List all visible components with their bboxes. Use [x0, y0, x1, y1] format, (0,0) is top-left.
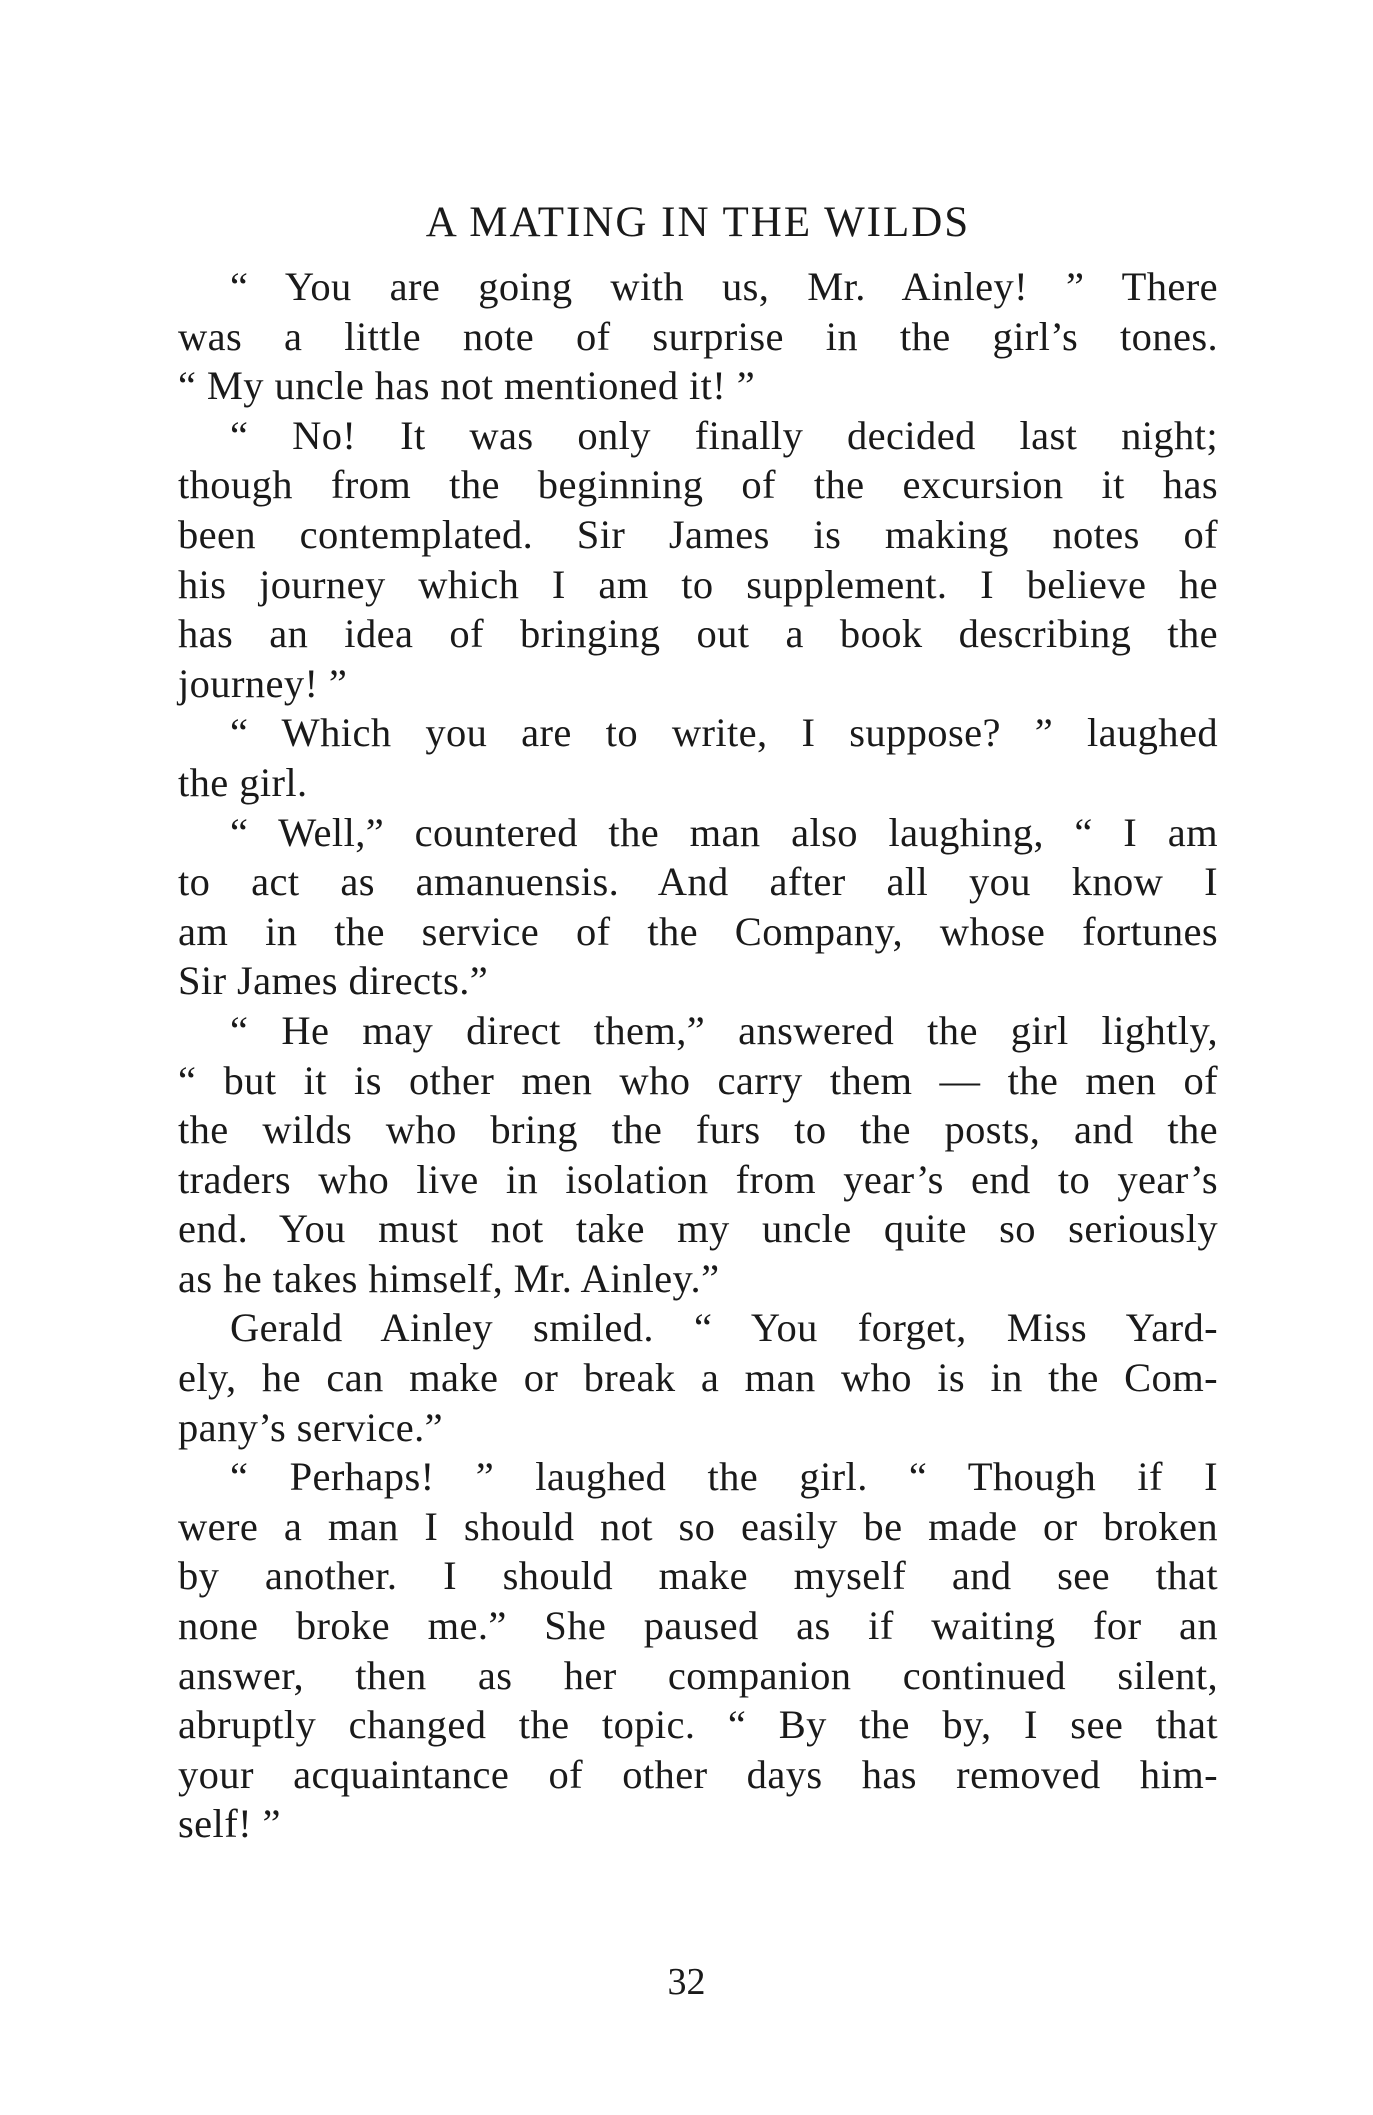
text-line: Sir James directs.”	[178, 958, 489, 1004]
text-line: his journey which I am to supplement. I believe he	[178, 561, 1218, 607]
text-line: journey! ”	[178, 660, 348, 706]
running-head: A MATING IN THE WILDS	[425, 199, 971, 246]
text-line: the wilds who bring the furs to the posts, and the	[178, 1107, 1218, 1153]
text-line: answer, then as her companion continued silent,	[178, 1652, 1218, 1698]
text-line: traders who live in isolation from year’s end to year’s	[178, 1156, 1218, 1202]
body-text	[178, 262, 1218, 1849]
text-line: your acquaintance of other days has removed him-	[178, 1751, 1218, 1797]
text-line: were a man I should not so easily be made or broken	[178, 1503, 1218, 1549]
text-line: to act as amanuensis. And after all you know I	[178, 859, 1218, 905]
text-line: “ Which you are to write, I suppose? ” laughed	[230, 710, 1218, 756]
text-line: the girl.	[178, 759, 308, 805]
text-line: has an idea of bringing out a book describing the	[178, 611, 1218, 657]
text-line: “ No! It was only finally decided last night;	[230, 412, 1218, 458]
text-line: as he takes himself, Mr. Ainley.”	[178, 1255, 720, 1301]
text-line: pany’s service.”	[178, 1404, 444, 1450]
text-line: Gerald Ainley smiled. “ You forget, Miss Yard-	[230, 1305, 1218, 1351]
text-line: “ but it is other men who carry them — the men of	[178, 1057, 1218, 1103]
text-line: “ He may direct them,” answered the girl lightly,	[230, 1007, 1218, 1053]
text-line: “ Perhaps! ” laughed the girl. “ Though if I	[230, 1454, 1218, 1500]
text-line: by another. I should make myself and see that	[178, 1553, 1218, 1599]
text-line: abruptly changed the topic. “ By the by, I see that	[178, 1702, 1218, 1748]
text-line: ely, he can make or break a man who is in the Com-	[178, 1355, 1218, 1401]
text-line: “ My uncle has not mentioned it! ”	[178, 363, 756, 409]
text-line: was a little note of surprise in the girl’s tones.	[178, 313, 1218, 359]
text-line: self! ”	[178, 1801, 281, 1847]
text-line: end. You must not take my uncle quite so seriously	[178, 1206, 1218, 1252]
text-line: am in the service of the Company, whose fortunes	[178, 908, 1218, 954]
text-line: “ Well,” countered the man also laughing, “ I am	[230, 809, 1218, 855]
text-line: though from the beginning of the excursion it has	[178, 462, 1218, 508]
text-line: been contemplated. Sir James is making notes of	[178, 511, 1218, 557]
text-line: “ You are going with us, Mr. Ainley! ” There	[230, 264, 1218, 309]
page-number: 32	[667, 1961, 706, 2003]
text-line: none broke me.” She paused as if waiting for an	[178, 1603, 1218, 1649]
